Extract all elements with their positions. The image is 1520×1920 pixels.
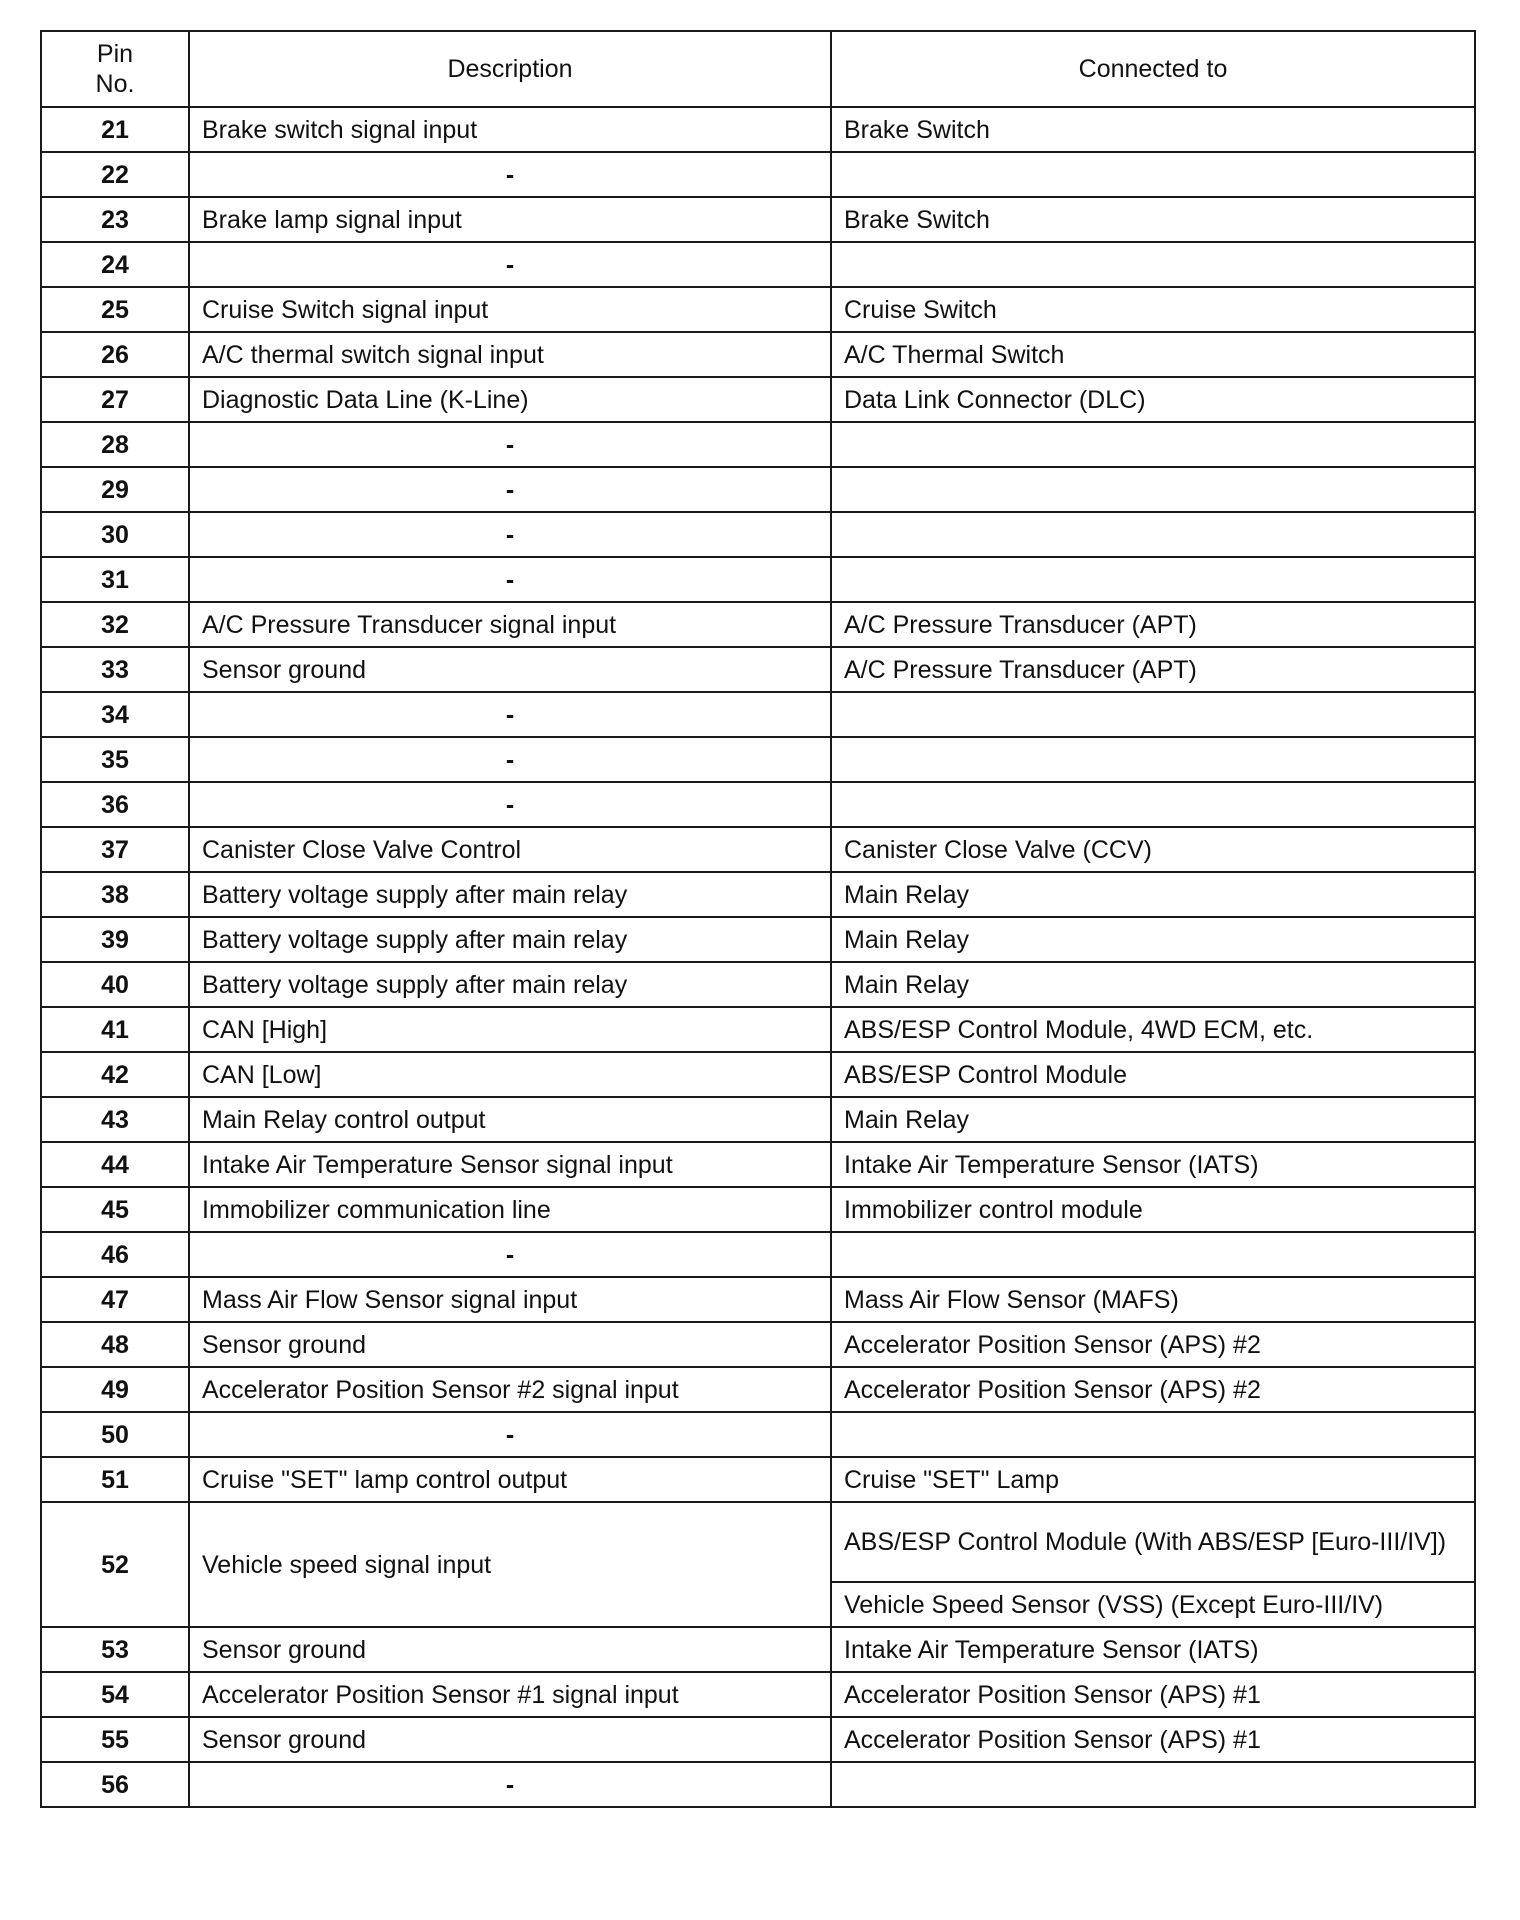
description-cell: Sensor ground [189, 1627, 831, 1672]
connected-to-cell: Accelerator Position Sensor (APS) #1 [831, 1717, 1475, 1762]
description-cell: - [189, 422, 831, 467]
connected-to-cell: ABS/ESP Control Module, 4WD ECM, etc. [831, 1007, 1475, 1052]
description-cell: Brake lamp signal input [189, 197, 831, 242]
table-row [41, 377, 1475, 422]
connected-to-cell [831, 737, 1475, 782]
connected-to-cell: Main Relay [831, 872, 1475, 917]
pin-number-cell: 22 [41, 152, 189, 197]
table-row [41, 197, 1475, 242]
description-cell: A/C Pressure Transducer signal input [189, 602, 831, 647]
table-row [41, 692, 1475, 737]
pin-number-cell: 29 [41, 467, 189, 512]
pin-number-cell: 42 [41, 1052, 189, 1097]
table-row [41, 1717, 1475, 1762]
connected-to-cell: A/C Thermal Switch [831, 332, 1475, 377]
table-row [41, 1097, 1475, 1142]
connected-to-cell: Canister Close Valve (CCV) [831, 827, 1475, 872]
connected-to-cell: Accelerator Position Sensor (APS) #2 [831, 1367, 1475, 1412]
table-row [41, 1672, 1475, 1717]
pin-number-cell: 24 [41, 242, 189, 287]
connected-to-cell: Accelerator Position Sensor (APS) #1 [831, 1672, 1475, 1717]
table-row [41, 1007, 1475, 1052]
description-cell: Immobilizer communication line [189, 1187, 831, 1232]
table-row [41, 242, 1475, 287]
pin-number-cell: 25 [41, 287, 189, 332]
pin-number-cell: 38 [41, 872, 189, 917]
header-connected-to: Connected to [831, 31, 1475, 107]
pin-number-cell: 30 [41, 512, 189, 557]
pin-number-cell: 27 [41, 377, 189, 422]
pin-number-cell: 32 [41, 602, 189, 647]
description-cell: Vehicle speed signal input [189, 1502, 831, 1627]
connected-to-cell [831, 557, 1475, 602]
table-row [41, 917, 1475, 962]
connected-to-cell: Main Relay [831, 1097, 1475, 1142]
connected-to-cell [831, 1412, 1475, 1457]
pin-number-cell: 41 [41, 1007, 189, 1052]
pin-number-cell: 34 [41, 692, 189, 737]
connected-to-cell: Intake Air Temperature Sensor (IATS) [831, 1627, 1475, 1672]
connected-to-cell: A/C Pressure Transducer (APT) [831, 647, 1475, 692]
table-row [41, 1367, 1475, 1412]
description-cell: Cruise Switch signal input [189, 287, 831, 332]
table-row [41, 107, 1475, 152]
pin-number-cell: 54 [41, 1672, 189, 1717]
table-row [41, 1457, 1475, 1502]
header-pin-line2: No. [95, 70, 135, 98]
table-header [41, 31, 1475, 107]
pin-number-cell: 56 [41, 1762, 189, 1807]
description-cell: - [189, 242, 831, 287]
description-cell: Accelerator Position Sensor #1 signal input [189, 1672, 831, 1717]
description-cell: Battery voltage supply after main relay [189, 872, 831, 917]
header-pin-no [41, 31, 189, 107]
pin-number-cell: 51 [41, 1457, 189, 1502]
table-row [41, 872, 1475, 917]
connected-to-cell [831, 152, 1475, 197]
pin-number-cell: 37 [41, 827, 189, 872]
connected-to-cell: Data Link Connector (DLC) [831, 377, 1475, 422]
pin-number-cell: 23 [41, 197, 189, 242]
pin-number-cell: 21 [41, 107, 189, 152]
pin-number-cell: 36 [41, 782, 189, 827]
connected-to-cell: Main Relay [831, 917, 1475, 962]
pin-number-cell: 47 [41, 1277, 189, 1322]
connected-to-cell [831, 242, 1475, 287]
description-cell: Sensor ground [189, 1322, 831, 1367]
pin-number-cell: 40 [41, 962, 189, 1007]
header-row [41, 31, 1475, 107]
description-cell: CAN [High] [189, 1007, 831, 1052]
table-row [41, 152, 1475, 197]
connected-to-cell [831, 467, 1475, 512]
table-row [41, 1142, 1475, 1187]
table-row [41, 1762, 1475, 1807]
connected-to-cell [831, 1762, 1475, 1807]
description-cell: Diagnostic Data Line (K-Line) [189, 377, 831, 422]
connected-to-cell: ABS/ESP Control Module [831, 1052, 1475, 1097]
pin-number-cell: 28 [41, 422, 189, 467]
description-cell: Mass Air Flow Sensor signal input [189, 1277, 831, 1322]
description-cell: Sensor ground [189, 1717, 831, 1762]
pin-number-cell: 39 [41, 917, 189, 962]
table-row [41, 1187, 1475, 1232]
description-cell: - [189, 557, 831, 602]
pin-number-cell: 49 [41, 1367, 189, 1412]
description-cell: Canister Close Valve Control [189, 827, 831, 872]
table-row [41, 962, 1475, 1007]
header-pin-line1: Pin [96, 40, 134, 68]
connected-to-cell: Cruise Switch [831, 287, 1475, 332]
description-cell: CAN [Low] [189, 1052, 831, 1097]
pin-description-table [40, 30, 1476, 1808]
table-row [41, 1412, 1475, 1457]
pin-number-cell: 50 [41, 1412, 189, 1457]
table-row [41, 467, 1475, 512]
description-cell: Accelerator Position Sensor #2 signal input [189, 1367, 831, 1412]
pin-number-cell: 26 [41, 332, 189, 377]
description-cell: - [189, 152, 831, 197]
connected-to-cell [831, 692, 1475, 737]
table-row [41, 332, 1475, 377]
table-row [41, 782, 1475, 827]
description-cell: - [189, 692, 831, 737]
description-cell: - [189, 1412, 831, 1457]
table-row [41, 1502, 1475, 1582]
description-cell: - [189, 1232, 831, 1277]
pin-number-cell: 46 [41, 1232, 189, 1277]
table-row [41, 1627, 1475, 1672]
connected-to-cell: Cruise "SET" Lamp [831, 1457, 1475, 1502]
table-row [41, 1277, 1475, 1322]
connected-to-cell [831, 512, 1475, 557]
description-cell: Battery voltage supply after main relay [189, 917, 831, 962]
connected-to-cell: ABS/ESP Control Module (With ABS/ESP [Euro-III/IV]) [831, 1502, 1475, 1582]
connected-to-cell [831, 1232, 1475, 1277]
table-row [41, 827, 1475, 872]
connected-to-cell [831, 782, 1475, 827]
description-cell: - [189, 512, 831, 557]
connected-to-cell: Vehicle Speed Sensor (VSS) (Except Euro-III/IV) [831, 1582, 1475, 1627]
description-cell: - [189, 782, 831, 827]
table-row [41, 647, 1475, 692]
pin-number-cell: 53 [41, 1627, 189, 1672]
table-row [41, 1322, 1475, 1367]
table-row [41, 737, 1475, 782]
connected-to-cell [831, 422, 1475, 467]
table-row [41, 557, 1475, 602]
table-row [41, 1232, 1475, 1277]
connected-to-cell: Immobilizer control module [831, 1187, 1475, 1232]
pin-number-cell: 33 [41, 647, 189, 692]
connected-to-cell: Brake Switch [831, 107, 1475, 152]
pin-number-cell: 35 [41, 737, 189, 782]
description-cell: Battery voltage supply after main relay [189, 962, 831, 1007]
header-description: Description [189, 31, 831, 107]
description-cell: Sensor ground [189, 647, 831, 692]
pin-number-cell: 55 [41, 1717, 189, 1762]
table-row [41, 602, 1475, 647]
description-cell: Main Relay control output [189, 1097, 831, 1142]
table-row [41, 422, 1475, 467]
description-cell: A/C thermal switch signal input [189, 332, 831, 377]
description-cell: - [189, 1762, 831, 1807]
description-cell: Brake switch signal input [189, 107, 831, 152]
connected-to-cell: Main Relay [831, 962, 1475, 1007]
description-cell: - [189, 737, 831, 782]
pin-number-cell: 45 [41, 1187, 189, 1232]
description-cell: Cruise "SET" lamp control output [189, 1457, 831, 1502]
connected-to-cell: Brake Switch [831, 197, 1475, 242]
pin-table-sheet [40, 30, 1476, 1808]
connected-to-cell: A/C Pressure Transducer (APT) [831, 602, 1475, 647]
pin-number-cell: 31 [41, 557, 189, 602]
pin-number-cell: 44 [41, 1142, 189, 1187]
description-cell: - [189, 467, 831, 512]
table-row [41, 512, 1475, 557]
description-cell: Intake Air Temperature Sensor signal input [189, 1142, 831, 1187]
pin-number-cell: 48 [41, 1322, 189, 1367]
pin-number-cell: 43 [41, 1097, 189, 1142]
connected-to-cell: Mass Air Flow Sensor (MAFS) [831, 1277, 1475, 1322]
table-row [41, 287, 1475, 332]
table-body [41, 107, 1475, 1807]
connected-to-cell: Intake Air Temperature Sensor (IATS) [831, 1142, 1475, 1187]
table-row [41, 1052, 1475, 1097]
pin-number-cell: 52 [41, 1502, 189, 1627]
connected-to-cell: Accelerator Position Sensor (APS) #2 [831, 1322, 1475, 1367]
